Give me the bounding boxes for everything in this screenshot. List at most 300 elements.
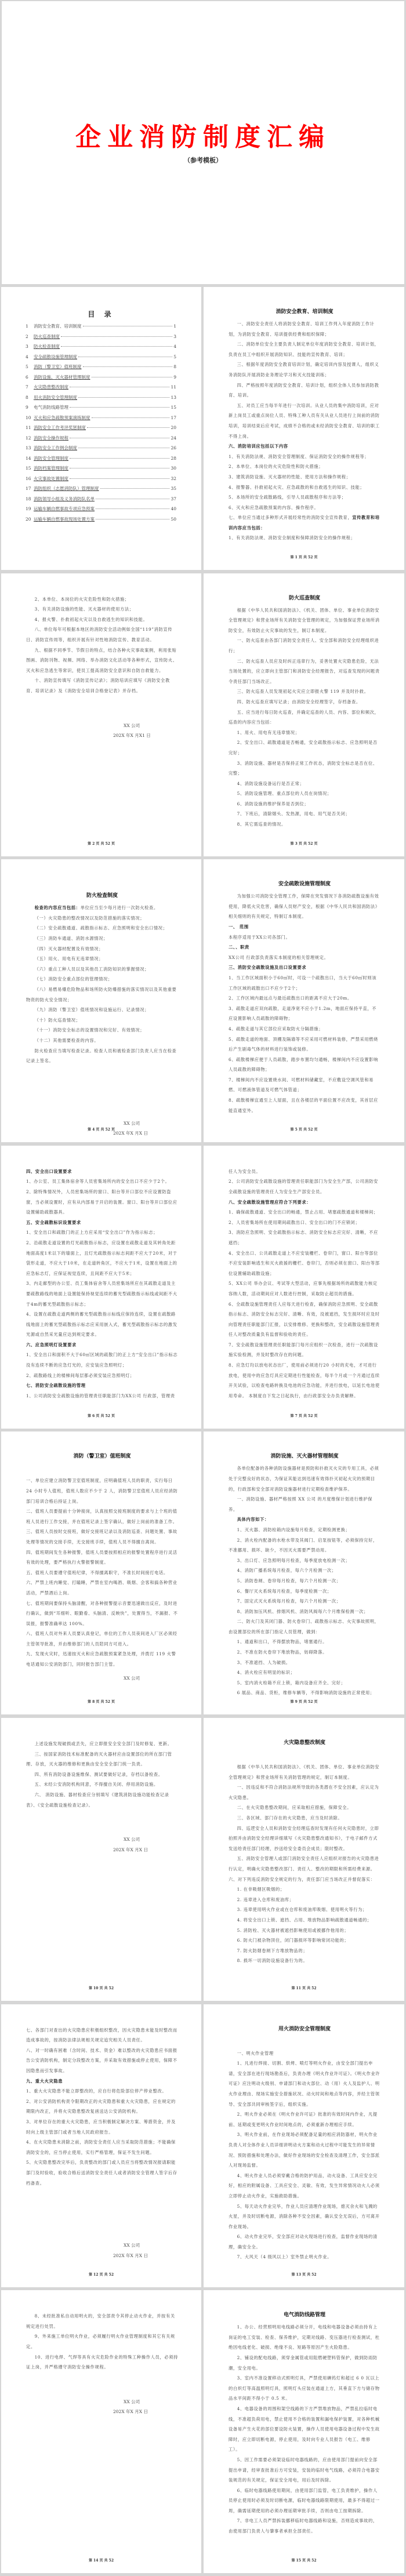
paragraph	[229, 472, 380, 482]
toc-item-label: 消防安全管理制度	[34, 455, 68, 461]
signature-block	[113, 2240, 178, 2261]
paragraph	[26, 1578, 178, 1598]
toc-item[interactable]	[26, 323, 176, 333]
toc-item[interactable]	[26, 354, 176, 364]
paragraph-text: 4、疏散走道与其它部位应采取防火分隔措施；	[229, 1026, 324, 1031]
document-page	[204, 573, 404, 856]
paragraph-text: 1、确保疏散通道、安全出口的畅通，禁止占用、堵塞疏散通道和楼梯间；	[229, 1209, 378, 1215]
paragraph-text: 四、严格按照年度消防安全教育、培训计划，组织全体人员参加消防教育、培训。	[229, 382, 379, 398]
paragraph-text: 为加强公司消防安全管理工作，保障在突发情况下各消防疏散设施有效使用，降低火灾危害，确保人员财产安全，根据《中华人民共和国消防法》相关细则的有关规定，特制订本制度。	[229, 893, 380, 920]
paragraph-text: 6、全疏散设施管理责任人应每天进行检查，确保消防应急照明、安全疏散指示标志、消防安全标志完好、清晰、有效，没被遮挡，发生损坏时应及时向管理责任职能部门汇报，以安排维修、更换和整改，安全疏散设施管理责任人对整改质量负有监督和验收的责任。	[229, 1301, 380, 1338]
toc-item[interactable]	[26, 435, 176, 445]
paragraph	[229, 973, 380, 993]
signature-company: XX 公司	[124, 2399, 140, 2404]
paragraph	[229, 809, 380, 819]
paragraph	[26, 944, 178, 954]
paragraph-text: （六）重点工种人员以及其他员工消防知识的掌握情况；	[34, 966, 150, 972]
paragraph	[229, 779, 380, 789]
toc-item-label: 防火巡查制度	[34, 333, 60, 339]
paragraph-text: 1、安全出口和疏散门的正上方应采用“安全出口”作为指示标志；	[26, 1230, 158, 1236]
paragraph-text: 5. 消防栓、灭火器材被遮挡影响使用或被挪作他用的；	[237, 1927, 349, 1933]
paragraph	[26, 2025, 178, 2045]
paragraph-text: 3、室内不准设置移动式照明灯具，严禁使用碘钨灯和超过 6 0 瓦以上的白炽灯等高温照明灯具，照明灯头应装在通道上方，其垂直下方与储存物品水平间距不得小于 0.5 米。	[229, 2375, 380, 2401]
paragraph-text: 3、建筑消防设施、灭火器材的性能、使用方法和操作规程；	[229, 474, 351, 479]
paragraph	[26, 1527, 178, 1547]
paragraph	[229, 1197, 380, 1208]
paragraph	[229, 932, 380, 943]
paragraph-text: 七、各部门对查出的火灾隐患应积极组织整改，因火灾隐患未能及时整改而造成事故的，按消防法律法规相关规定追究相关人员责任。	[26, 2027, 177, 2043]
paragraph	[26, 964, 178, 975]
paragraph-text: 5、因工作需要必须架设临时电器线路的，应由使用部门提前向安全部提出申请，经审查批准后方可安装，安装的临时电气线路，必须符合电器安装规范的有关规定，保证安全用电，用后及时拆除。	[229, 2457, 380, 2483]
paragraph	[229, 1565, 380, 1576]
paragraph-text: 9、外来施工单位明火作业，必须履行明火作业管理制度和其它有关规定。	[26, 2334, 175, 2349]
paragraph-text: （四）灭火器材配置及有效情况；	[34, 946, 104, 951]
paragraph-text: 6、动火作业完毕，安全部应对动火现场进行检查，监督作业现场的清理，确安全全。	[229, 2234, 378, 2250]
paragraph	[229, 1167, 380, 1177]
toc-item[interactable]	[26, 415, 176, 425]
paragraph	[26, 2311, 178, 2331]
paragraph	[229, 1299, 380, 1340]
paragraph	[26, 1238, 178, 1278]
page-number-footer: 第 3 页 共 52 页	[290, 841, 318, 846]
paragraph	[229, 686, 380, 697]
document-page	[1, 2004, 201, 2287]
paragraph-text: 4、在火灾隐患未消除之前，消防安全责任人应当采取防范措施；不能确保消防安全的，应当停止使用，实行严格管理，保证不发生问题。	[26, 2139, 176, 2155]
paragraph-text: （十一）消防安全标志的设置情况和完好、有效情况；	[34, 1027, 145, 1033]
paragraph-text: 1. 在非吸烟区吸烟的；	[237, 1887, 285, 1892]
page-body	[229, 1167, 380, 1401]
paragraph	[26, 974, 178, 984]
toc-item-number: 16	[26, 475, 31, 481]
paragraph-text: 7、非电工人员严禁拆装挪移临时电器线路和设施，否则造成事故的，由使用部门负责人与肇事者承担全部责任。	[229, 2518, 378, 2534]
paragraph	[229, 2353, 380, 2373]
paragraph-text: 二、、职责	[229, 944, 249, 950]
toc-leader-dots	[61, 336, 172, 337]
toc-item-number: 13	[26, 445, 31, 450]
paragraph-text: 七、单位应当通过多种形式开展经常性的消防安全宣传教育，	[229, 515, 353, 521]
paragraph-text: 七、消防安全疏散设施的管理	[26, 1383, 86, 1389]
paragraph	[229, 1463, 380, 1494]
toc-item-label: 灭火和应急疏散预案演练制度	[34, 415, 90, 420]
paragraph-text: 三、根据年度消防安全教育培训计划，确定培训内容及授课人，组织义务消防队开展消防业务理论学习和灭火技能训练；	[229, 362, 379, 377]
page-body	[26, 892, 178, 1139]
paragraph-text: 2. 违章进入仓库和废油库；	[237, 1896, 294, 1902]
paragraph	[26, 1391, 178, 1401]
document-page	[204, 1718, 404, 2001]
paragraph	[229, 492, 380, 503]
page-body	[229, 1739, 380, 1966]
paragraph-text: 1、通道和出口，不得摆放物品，堵塞通行。	[237, 1639, 327, 1645]
toc-item-number: 8	[26, 394, 28, 400]
toc-item[interactable]	[26, 506, 176, 516]
paragraph-text: 2、本单位、本岗位的火灾危险性和防火措施；	[34, 596, 129, 602]
paragraph	[229, 1647, 380, 1658]
paragraph-text: 1、办公室、员工集体宿舍等人员密集场所内的安全出口不应少于2个。	[26, 1179, 170, 1185]
paragraph	[26, 624, 178, 645]
paragraph	[229, 1227, 380, 1248]
toc-item-page: 28	[171, 455, 176, 461]
paragraph-text: 8. 损坏一切消防设施设备行为的。	[237, 1958, 308, 1964]
signature-date: 202X 年X 月X 日	[113, 2252, 148, 2258]
paragraph-text: 7、楼梯间内不应设置烧水间、可燃材料储藏室，不应敷设空调风管和易燃、可燃液体管道及可燃气体管道；	[229, 1077, 374, 1093]
toc-item[interactable]	[26, 394, 176, 405]
toc-title: 目 录	[88, 310, 115, 318]
toc-item[interactable]	[26, 475, 176, 486]
paragraph-text: 4、安全出口、公共疏散走道上不应安装栅栏、卷帘门，窗口、阳台等部位不应安装影响逃生和灭火救援的栅栏、卷帘门，否则必须在窗口、阳台等部位设置辅助疏散设施；	[229, 1250, 380, 1276]
toc-leader-dots	[78, 397, 169, 398]
paragraph	[26, 615, 178, 625]
paragraph-text: 二、值班人员要提前十分钟接岗，认真按照交接班制度的要求与上个班的值班人员进行工作交接，并在值班记录上签字确认，做好上岗前的准备工作。	[26, 1509, 177, 1524]
paragraph-text: （二）安全疏散通道、疏散指示标志、应急照明和安全出口情况；	[34, 925, 168, 931]
paragraph-text: 一、消防设施、器材严格按照 XX 公司 的月度维保计划进行维护保养。	[229, 1496, 373, 1512]
paragraph	[229, 533, 380, 543]
paragraph-text: 2、疏散路线上的楼梯间每层都必须安装应急照明灯；	[26, 1372, 135, 1378]
signature-block	[113, 1834, 178, 1855]
toc-item-number: 20	[26, 516, 31, 522]
paragraph-text: 5、XX公司 举办会议、考试等大型活动，应事先根据场所的疏散能力核定容纳人数，活动期间应对人数进行控制，采取防止超员的措施。	[229, 1281, 378, 1296]
paragraph	[229, 1095, 380, 1116]
paragraph	[229, 789, 380, 799]
paragraph-text: 2、公司消防安全疏散设施的管理责任职能部门为安全生产部，公司消防安全疏散设施的管理责任人为安全生产部安全员。	[229, 1179, 378, 1194]
toc-item-page: 13	[171, 394, 176, 400]
toc-item-label: 消防领导小组及义务消防队名单	[34, 496, 95, 502]
toc-item-number: 1	[26, 324, 28, 329]
section-title: 消防安全教育、培训制度	[276, 309, 334, 315]
toc-item-page: 30	[171, 466, 176, 471]
paragraph	[229, 697, 380, 707]
paragraph	[229, 2373, 380, 2404]
paragraph-text: 7、下班后，清除烟头、发热源，用电、用气是否关闭；	[237, 811, 350, 817]
paragraph	[26, 1005, 178, 1015]
paragraph	[229, 2201, 380, 2232]
paragraph	[26, 2117, 178, 2137]
paragraph	[229, 1782, 380, 1803]
toc-item[interactable]	[26, 333, 176, 344]
document-page	[1, 1718, 201, 2001]
toc-item-page: 26	[171, 445, 176, 450]
toc-item-label: 用火消防安全管理制度	[34, 394, 77, 400]
toc-item-page: 1	[173, 324, 176, 329]
paragraph	[229, 891, 380, 922]
toc-item-label: 安全疏散设施管理制度	[34, 354, 77, 359]
page-body	[26, 1452, 178, 1683]
page-body	[26, 1739, 178, 1855]
paragraph-text: 本程序适用于XX公司各部门。	[229, 934, 291, 940]
paragraph-text: 八、单位每年可根据本地区的消防安全活动例如全国“119”消防宣传日、消防宣传周等，组织开展有针对性地消防宣传、教育活动。	[26, 627, 173, 642]
toc-leader-dots	[70, 478, 169, 479]
toc-item[interactable]	[26, 343, 176, 354]
document-page	[1, 1146, 201, 1429]
paragraph-text: 任人为安全员。	[229, 1168, 261, 1174]
toc-item-label: 消防安全操作规程	[34, 435, 68, 441]
paragraph	[26, 2352, 178, 2372]
paragraph	[26, 1779, 178, 1790]
paragraph	[229, 503, 380, 513]
paragraph	[229, 452, 380, 462]
document-page	[204, 1146, 404, 1429]
paragraph-text: 8、未经批准私自动用明火的，安全部责令其停止动火作业，并按有关规定进行处罚。	[26, 2313, 175, 2329]
paragraph	[229, 2404, 380, 2455]
paragraph	[229, 1803, 380, 1813]
paragraph-text: 2、明火作业必须在《明火作业许可证》批准的有效时间内作业，凡提前、延期或变更明火作业时间地点的，必须重新办理相应手续。	[229, 2112, 378, 2127]
toc-leader-dots	[87, 427, 169, 428]
paragraph	[229, 1895, 380, 1905]
toc-item[interactable]	[26, 455, 176, 466]
paragraph	[229, 635, 380, 656]
paragraph-text: 3、出口灯、应急照明每月检查，每季度放电检测一次；	[237, 1557, 350, 1563]
toc-item-label: 运输车辆自燃事故专项应急预案	[34, 506, 95, 511]
paragraph	[229, 922, 380, 932]
toc-item-page: 17	[171, 415, 176, 420]
paragraph-text: 1、凡进行焊接、切割、烘烤、喷灯等明火作业，由安全部门提出申请，安全部在进行现场勘查后，负责办理《明火作业许可证》。《明火作业许可证》应注明动火级别、申请部门和动火部位、动（用）火人及监护人、明火作业理由、现场实施安全措施状况、动火时间和地点等内容，并经主管领导、安全部共同审核签字后，组织实施。	[229, 2061, 380, 2107]
paragraph	[26, 1476, 178, 1506]
paragraph-text: 防火检查应当填写检查记录。检查人员和被检查部门负责人应当在检查记录上签名。	[26, 1048, 177, 1064]
paragraph-text: 1、重大火灾隐患不能立即整改的，应自行将危险部位停产停业整改。	[26, 2088, 167, 2094]
paragraph-text: 四、值班期间发生各种报警，值班人员要按照相应的报警处置程序进行灵活有效的处理，要严格执行火警报警制度。	[26, 1549, 177, 1565]
document-page	[204, 859, 404, 1142]
paragraph-text: 4、电器设备的周围和架空线路的下方严禁堆放物品，严禁乱拉临时电线，不准超负荷用电，禁止使用不合格的装置和漏电保护装置，对各种机械设备易产生火花的部位要设防火装置，操作人员使用电器设备过程中发生故障时，应立即切断电源，停止使用，及时向专业人员报告（电工、维修工）。	[229, 2406, 380, 2453]
page-body	[229, 1452, 380, 1698]
section-title: 防火检查制度	[86, 893, 118, 899]
paragraph	[229, 1813, 380, 1823]
page-number-footer: 第 13 页 共 52	[291, 2272, 317, 2277]
toc-item-number: 3	[26, 344, 28, 349]
paragraph-text: 十、消防宣传填写《消防宣传记录》；消防培训应填写《消防安全教育、培训记录》及《消防安全培训合格登记表》并存档。	[26, 678, 170, 693]
paragraph	[229, 1884, 380, 1895]
toc-item[interactable]	[26, 516, 176, 526]
paragraph	[229, 2171, 380, 2201]
toc-item-label: 消防设施、灭火器材管理制度	[34, 374, 90, 380]
signature-block	[113, 2397, 178, 2417]
toc-item-page: 50	[171, 516, 176, 522]
paragraph-text: （一）火灾隐患的整改情况以及防范措施的落实情况；	[34, 915, 145, 921]
paragraph	[229, 707, 380, 728]
toc-item[interactable]	[26, 404, 176, 415]
paragraph	[229, 1637, 380, 1647]
paragraph	[26, 2331, 178, 2352]
paragraph	[229, 2130, 380, 2170]
toc-leader-dots	[70, 458, 169, 459]
paragraph	[26, 675, 178, 696]
paragraph	[229, 1360, 380, 1401]
paragraph	[229, 953, 380, 963]
document-page	[204, 2290, 404, 2573]
paragraph-text: 5、室内消火栓箱不应上锁，箱内设备应齐全、完好；	[237, 1680, 346, 1685]
paragraph-text: 8、疏散楼梯宜通至上人屋面，且在各楼层的平面位置不应改变，其首层应能直通室外。	[229, 1098, 378, 1113]
paragraph-text: 3、明火作业前，在作业现场必须配备足量的相应消防器材，明火作业负责人对全体作业人员详细讲明动火方案和动火过程中可能发生的异常情况、预防措施和处理办法，做好作业现场的安全检查及清理工作，安全部派人对现场监督。	[229, 2132, 380, 2168]
paragraph-text: 五、安全疏散标识设置要求	[26, 1219, 81, 1225]
paragraph	[26, 923, 178, 933]
toc-item-page: 5	[173, 354, 176, 359]
page-body	[229, 594, 380, 830]
paragraph	[229, 942, 380, 953]
paragraph-text: 6、灭火和应急疏散预案的内容、操作程序。	[229, 504, 319, 510]
paragraph	[26, 1749, 178, 1770]
paragraph	[26, 1218, 178, 1228]
paragraph	[26, 1036, 178, 1046]
paragraph	[26, 1015, 178, 1026]
paragraph	[26, 1025, 178, 1036]
toc-item-label: 消防安全工作考评奖惩制度	[34, 425, 86, 430]
paragraph	[229, 1946, 380, 1956]
paragraph-text: 8、消防加压风机、排烟风机、消防风阀每六个月维保检测一次；	[237, 1608, 368, 1614]
toc-item-number: 11	[26, 425, 31, 430]
paragraph	[229, 2516, 380, 2536]
document-page	[1, 573, 201, 856]
paragraph	[229, 728, 380, 738]
section-title: 消防（警卫室）值班制度	[73, 1454, 131, 1460]
paragraph	[26, 2076, 178, 2087]
paragraph-text: 五、对员工应当每半年进行一次培训。从业人员的集中消防培训，应对新上岗员工或重点岗位人员、特殊工种人员有关从业人员进行上岗前的消防培训，培训结束后应考试，成绩不合格的或未经消防安全教育、培训的职工不得上岗。	[229, 402, 380, 439]
paragraph-text: 2、对公安消防机构责令限期改正的火灾隐患和重大火灾隐患，应在规定的期限内改正，并将火灾隐患整改复函送达公安消防机构。	[26, 2098, 176, 2114]
paragraph	[229, 1854, 380, 1884]
toc-item-label: 消防安全教育、培训制度	[34, 324, 82, 329]
paragraph-text: 3、内走廊型的办公室、员工集体宿舍等人员密集场所应在其疏散走道及主要疏散路线的地面上设置能保持视觉连续的蓄光型疏散指示标线或间距不大于4m的蓄光型疏散指示标志；	[26, 1281, 177, 1307]
toc-item-number: 19	[26, 506, 31, 511]
paragraph	[229, 359, 380, 380]
paragraph	[229, 441, 380, 452]
page-body	[229, 2025, 380, 2262]
paragraph	[26, 1629, 178, 1649]
toc-item[interactable]	[26, 496, 176, 506]
paragraph-text: 1、用火、用电有无违章情况；	[237, 729, 300, 735]
paragraph-text: 5、消防设施管理、重点部位的人员在岗情况；	[237, 791, 332, 797]
paragraph-text: 各单位配备的各种消防设施器材是预防和扑救灭火灾的专用工具，必须处于完整良好的状态，为保证其能达到迅速有效得扑灭初起火灾的预期目的，行政部和安全部对消防设施器材进行定期检查维护保养。	[229, 1466, 379, 1492]
paragraph-text: 6、临时电器线路使用期间，由使用部门监管，电工负责维护，操作人员停止使用时必须及时切断电源，临时电器线路限期使用，最多不得超过一周，确需延期使用的必须办理延期审批手续，否则由电工按期拆除。	[229, 2487, 380, 2513]
paragraph-text: 8、应急灯均以放电状态出厂，使用前必须进行20 小时的充电，才可进行放电，使用中的应急灯具应定期进行性能检查，每半个月或一个月通过连续开关试验，以检查电路转换及电池的应急功能，并进行放电，以延长电池使用寿命。 本制度自下发之日起执行，由行政部安全办负责解释。	[229, 1363, 380, 1398]
page-number-footer: 第 6 页 共 52 页	[88, 1414, 115, 1418]
toc-item-number: 7	[26, 384, 28, 390]
paragraph-text: 6. 防火门被杂物顶住，闭门器损坏等影响常闭功能的；	[237, 1938, 349, 1943]
paragraph	[26, 954, 178, 964]
paragraph-text: 三、值班人员按时交接班，做好交接班记录以及消防巡查、问题处置、事故处理等情况的交接手续，无交接班手续，值班人员不得擅自离岗。	[26, 1529, 177, 1545]
paragraph	[229, 2252, 380, 2262]
paragraph-text: 1、有关消防法规、消防安全制度和保障消防安全的操作规程；	[229, 535, 356, 541]
toc-item-label: 火灾事故处置制度	[34, 475, 68, 481]
toc-list	[26, 323, 176, 526]
toc-leader-dots	[96, 508, 169, 509]
toc-item-label: 消防（警卫室）值班制度	[34, 364, 82, 369]
paragraph-text: 单位应当至少每月进行一次防火检查。	[80, 905, 158, 911]
paragraph	[229, 1278, 380, 1299]
toc-leader-dots	[83, 366, 173, 367]
paragraph	[26, 1046, 178, 1066]
paragraph	[229, 1762, 380, 1782]
paragraph-text: 2、人员密集场所在使用期间疏散出口、安全出口的门不应锁闭；	[229, 1219, 360, 1225]
document-page	[204, 287, 404, 570]
paragraph-text: 7、大风天（4 级风以上）室外禁止明火作业。	[237, 2254, 332, 2260]
paragraph	[26, 1309, 178, 1340]
toc-item-label: 火灾隐患整改制度	[34, 384, 68, 390]
paragraph	[26, 933, 178, 944]
paragraph-text: 八、值班人员对外来人员要认真登记，单位的工作人员夜间进入厂区必须经主管领导批准，并由维修部门的人员陪同方可进入。	[26, 1631, 177, 1647]
toc-item-number: 5	[26, 364, 28, 369]
paragraph	[26, 594, 178, 605]
paragraph	[229, 993, 380, 1004]
paragraph-text: 6、餐厅灭火系统每月检查，每季度检测一次；	[237, 1588, 332, 1594]
paragraph	[229, 1678, 380, 1688]
paragraph-text: 一、因违反和不符合消防法规所导致的各类潜在不安全因素，应认定为火灾隐患。	[229, 1785, 379, 1800]
paragraph	[229, 1034, 380, 1055]
page-number-footer: 第 8 页 共 52 页	[88, 1700, 115, 1705]
paragraph-text: 10、进行电焊、气焊等具有火灾危险作业的特殊工种操作人员，必须持证上岗，并严格遵守消防安全操作规程。	[26, 2354, 178, 2370]
toc-item[interactable]	[26, 364, 176, 374]
paragraph	[229, 319, 380, 339]
paragraph-text: 一、防火巡查由各部门消防安全责任人、安全部和消防安全经理组织进行；	[229, 638, 379, 653]
paragraph	[26, 1547, 178, 1568]
paragraph	[229, 1055, 380, 1075]
paragraph-text: 九、根据不同季节、节假日的特点，结合各种火灾事故案例，利用张贴图画、消防刊物、视频、网络、举办消防文化活动等各种形式，宣传防火、灭火和应急逃生等常识，使员工提高消防安全意识和自防自救能力。	[26, 647, 177, 673]
toc-item-number: 10	[26, 415, 31, 420]
toc-item-number: 15	[26, 466, 31, 471]
paragraph-text: 2、铺设的配电线路，须穿金属管或用阻燃硬塑料管保护，做到防雨防潮，安全用电。	[229, 2355, 378, 2371]
paragraph	[229, 2322, 380, 2353]
toc-item[interactable]	[26, 445, 176, 455]
paragraph	[229, 1576, 380, 1586]
paragraph-text: 九、发现火灾时，迅速按灭火和应急疏散预案紧急处理，并拨打 119 火警电话通知公安消防部门，同时报告部门主管。	[26, 1651, 176, 1667]
paragraph-text: 一、消防安全责任人将消防安全教育、培训工作列入年度消防工作计划，为消防安全教育、培训提供经费和组织保障；	[229, 321, 375, 337]
paragraph	[26, 2097, 178, 2117]
toc-item-label: 消防安全工作例会制度	[34, 445, 77, 450]
toc-item[interactable]	[26, 424, 176, 435]
toc-item[interactable]	[26, 374, 176, 384]
page-body	[26, 1167, 178, 1401]
paragraph	[26, 1649, 178, 1669]
toc-item[interactable]	[26, 384, 176, 394]
document-page	[204, 2004, 404, 2287]
paragraph-text: 4、报警器、扑救初起火灾、应急疏散的和自救逃生的知识、技能；	[229, 484, 365, 490]
toc-item[interactable]	[26, 465, 176, 475]
paragraph	[229, 1218, 380, 1228]
toc-item-page: 9	[173, 374, 176, 380]
section-title: 用火消防安全管理制度	[278, 2026, 331, 2032]
section-title: 电气消防线路管理	[283, 2312, 325, 2319]
paragraph-text: 3、消防应急照明、安全疏散指示标志、消防安全标志应完好、清晰，不应遮挡；	[229, 1230, 378, 1245]
paragraph-text: 六、应急照明灯设置要求	[26, 1342, 77, 1347]
page-body	[26, 594, 178, 741]
paragraph	[229, 962, 380, 973]
paragraph-text: 1、有关消防法规、消防安全管理制度、保证消防安全的操作规程等；	[229, 453, 369, 459]
signature-company: XX 公司	[124, 1837, 140, 1843]
paragraph-text: 三、防火巡查人员发现初起火灾应立即报火警 119 并及时扑救。	[237, 689, 369, 695]
paragraph	[26, 903, 178, 913]
toc-item-page: 32	[171, 475, 176, 481]
toc-leader-dots	[61, 346, 172, 347]
paragraph-text: 五、消防安全管理人或部门消防安全责任人应组织对报告的火灾隐患进行认定，明确火灾隐患整改部门、责任人、整改的期限和所需经费来源。六、对下列违反消防安全规定的行为，责任部门应当场改正并督促落实：	[229, 1856, 379, 1882]
paragraph-text: 八、对一时确有困难（含时间、技术、资金）难以整改的火灾隐患应书面报告公安消防机构，制定分段整改方案，并采取有效措施或停止使用，保障不因隐患而引发事故。	[26, 2047, 177, 2073]
paragraph-text: 五、应当进行每日防火巡查，并确定巡查的人员、内容、部位和频次，巡查的内容应当包括：	[229, 709, 379, 725]
signature-date: 202X 年X 月X1 日	[113, 733, 151, 739]
toc-item-number: 12	[26, 435, 31, 441]
paragraph	[229, 482, 380, 493]
document-page	[1, 859, 201, 1142]
paragraph-text: 7、固定式灭火系统每月检查，每六个月检测一次；	[237, 1598, 341, 1604]
page-number-footer: 第 12 页 共 52	[88, 2272, 114, 2277]
toc-item-page: 24	[171, 435, 176, 441]
page-body	[229, 308, 380, 543]
toc-item-label: 运输车辆自燃事故现场处置方案	[34, 516, 95, 522]
page-number-footer: 第 5 页 共 52 页	[290, 1128, 318, 1132]
toc-item[interactable]	[26, 485, 176, 496]
paragraph-text: 2、安全出口、疏散通道是否畅通，安全疏散指示标志、应急照明是否完好；	[229, 740, 378, 755]
paragraph	[26, 984, 178, 1005]
paragraph-text: 五、未经公安消防机构同意，不得擅自关闭、停用消防设施。	[34, 1782, 158, 1787]
signature-block	[113, 1673, 178, 1684]
toc-leader-dots	[100, 488, 170, 489]
paragraph-text: 四、巡逻安全人员和消防安全经理巡查时发现有任何火灾隐患时，立即拍照并由消防安全经理详细填写《火灾隐患整改通知书》，于电子邮件方式发送给责任部门经理，抄送给安全委员会成员；限时整改。	[229, 1825, 379, 1851]
document-page	[204, 1431, 404, 1714]
toc-page	[1, 287, 201, 570]
